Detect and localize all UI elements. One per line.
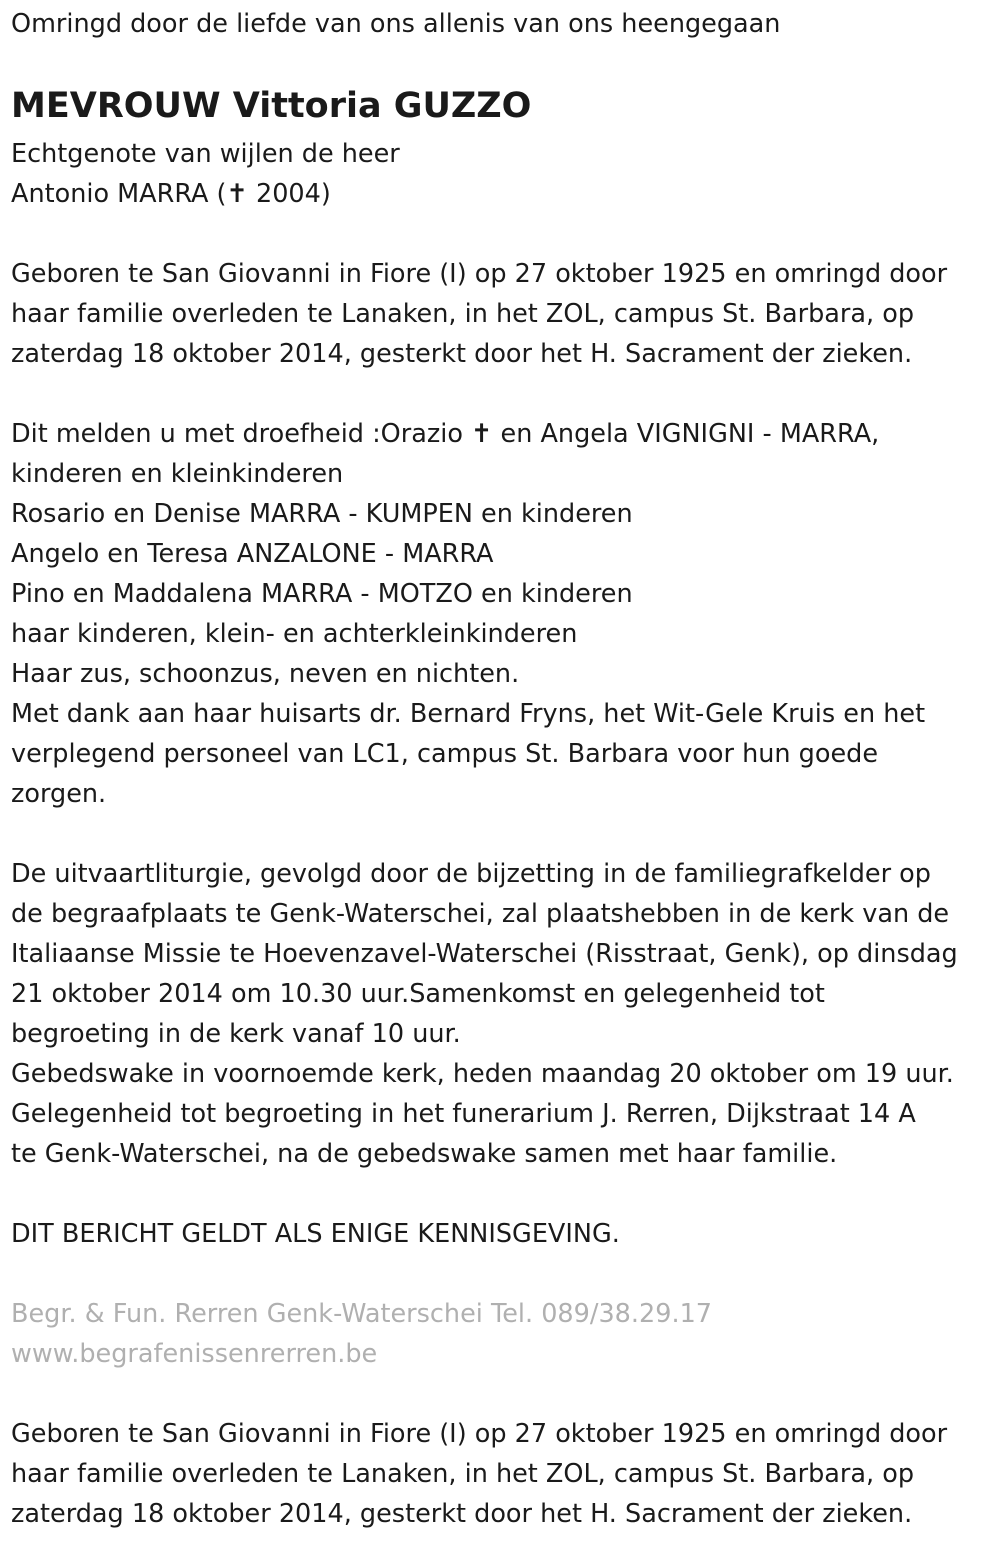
spouse-line: Echtgenote van wijlen de heer bbox=[11, 139, 400, 169]
funeral-line: te Genk-Waterschei, na de gebedswake samen met haar familie. bbox=[11, 1139, 838, 1169]
funeral-line: de begraafplaats te Genk-Waterschei, zal plaatshebben in de kerk van de bbox=[11, 899, 950, 929]
birth-death-section-repeat bbox=[11, 1414, 947, 1534]
funeral-home-website[interactable]: www.begrafenissenrerren.be bbox=[11, 1339, 378, 1369]
birth-death-line: Geboren te San Giovanni in Fiore (I) op 27 oktober 1925 en omringd door bbox=[11, 1419, 948, 1449]
announcement-line: Angelo en Teresa ANZALONE - MARRA bbox=[11, 539, 494, 569]
announcement-line: Met dank aan haar huisarts dr. Bernard Fryns, het Wit-Gele Kruis en het bbox=[11, 699, 926, 729]
funeral-section bbox=[11, 854, 958, 1174]
birth-death-line: zaterdag 18 oktober 2014, gesterkt door het H. Sacrament der zieken. bbox=[11, 1499, 913, 1529]
birth-death-section bbox=[11, 254, 947, 374]
funeral-line: De uitvaartliturgie, gevolgd door de bijzetting in de familiegrafkelder op bbox=[11, 859, 931, 889]
intro-text: Omringd door de liefde van ons allenis van ons heengegaan bbox=[11, 9, 781, 39]
announcement-line: Dit melden u met droefheid :Orazio ✝ en Angela VIGNIGNI - MARRA, bbox=[11, 419, 880, 449]
spouse-line: Antonio MARRA (✝ 2004) bbox=[11, 179, 331, 209]
announcement-section bbox=[11, 414, 925, 814]
funeral-line: 21 oktober 2014 om 10.30 uur.Samenkomst en gelegenheid tot bbox=[11, 979, 825, 1009]
funeral-line: Gelegenheid tot begroeting in het funerarium J. Rerren, Dijkstraat 14 A bbox=[11, 1099, 916, 1129]
official-notice: DIT BERICHT GELDT ALS ENIGE KENNISGEVING. bbox=[11, 1219, 620, 1249]
spouse-section bbox=[11, 134, 400, 214]
funeral-line: begroeting in de kerk vanaf 10 uur. bbox=[11, 1019, 461, 1049]
announcement-line: kinderen en kleinkinderen bbox=[11, 459, 344, 489]
deceased-name: MEVROUW Vittoria GUZZO bbox=[11, 86, 532, 126]
announcement-line: Rosario en Denise MARRA - KUMPEN en kinderen bbox=[11, 499, 633, 529]
funeral-line: Italiaanse Missie te Hoevenzavel-Waterschei (Risstraat, Genk), op dinsdag bbox=[11, 939, 958, 969]
birth-death-line: haar familie overleden te Lanaken, in het ZOL, campus St. Barbara, op bbox=[11, 1459, 915, 1489]
funeral-home-contact bbox=[11, 1294, 712, 1374]
funeral-line: Gebedswake in voornoemde kerk, heden maandag 20 oktober om 19 uur. bbox=[11, 1059, 954, 1089]
announcement-line: Pino en Maddalena MARRA - MOTZO en kinderen bbox=[11, 579, 633, 609]
announcement-line: zorgen. bbox=[11, 779, 107, 809]
announcement-line: verplegend personeel van LC1, campus St. Barbara voor hun goede bbox=[11, 739, 879, 769]
birth-death-line: haar familie overleden te Lanaken, in het ZOL, campus St. Barbara, op bbox=[11, 299, 915, 329]
funeral-home-phone: Begr. & Fun. Rerren Genk-Waterschei Tel. 089/38.29.17 bbox=[11, 1299, 713, 1329]
announcement-line: haar kinderen, klein- en achterkleinkinderen bbox=[11, 619, 578, 649]
notice-section bbox=[11, 1214, 620, 1254]
birth-death-line: Geboren te San Giovanni in Fiore (I) op 27 oktober 1925 en omringd door bbox=[11, 259, 948, 289]
announcement-line: Haar zus, schoonzus, neven en nichten. bbox=[11, 659, 520, 689]
birth-death-line: zaterdag 18 oktober 2014, gesterkt door het H. Sacrament der zieken. bbox=[11, 339, 913, 369]
